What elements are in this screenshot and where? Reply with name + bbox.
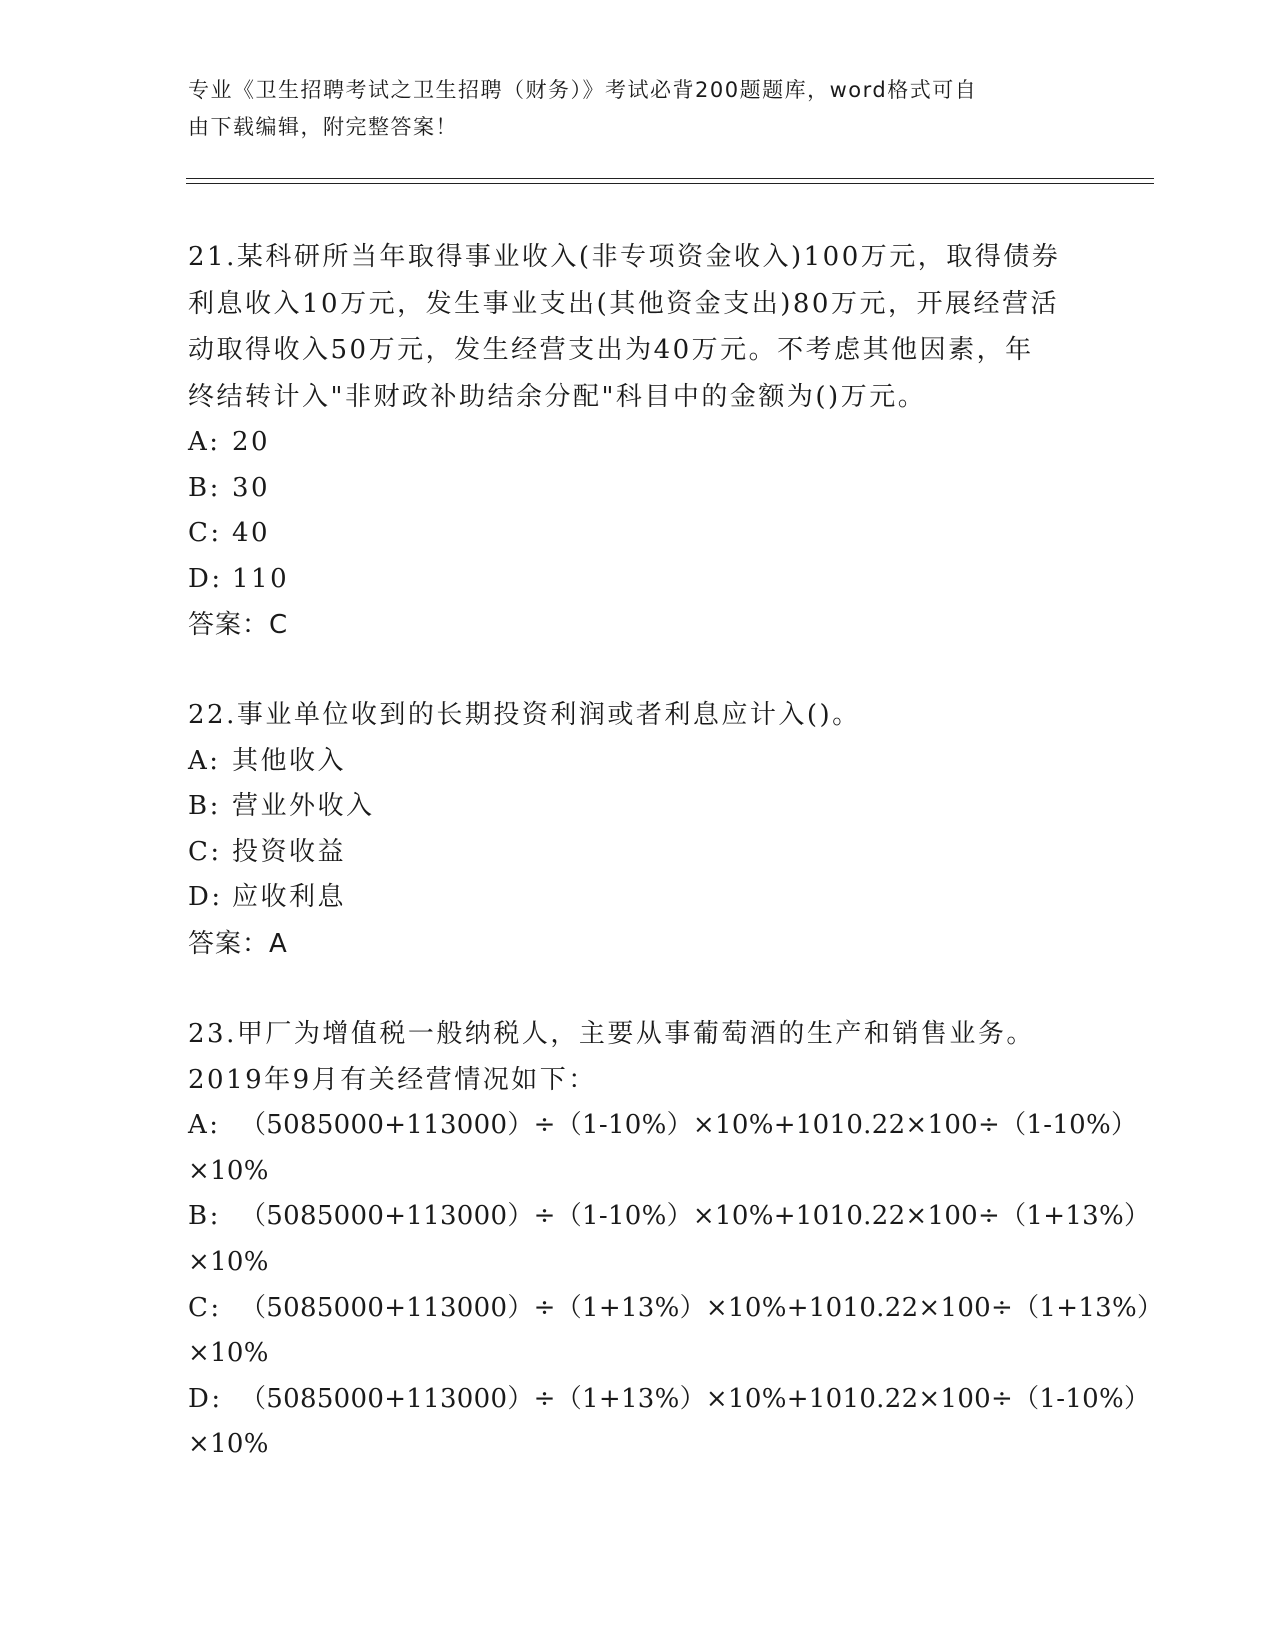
option-c (188, 830, 1088, 876)
option-label: A: (188, 745, 221, 776)
option-text: （5085000+113000）÷（1+13%）×10%+1010.22×100÷（1-10%） (240, 1383, 1151, 1414)
option-label: A: (188, 427, 221, 457)
option-label: C: (188, 1292, 222, 1323)
option-label: D: (188, 882, 223, 912)
option-b-continuation: ×10% (188, 1246, 269, 1277)
header-divider-top (186, 178, 1154, 179)
option-d (188, 557, 1088, 603)
stem-line: 2019年9月有关经营情况如下： (188, 1064, 597, 1095)
option-d-continuation: ×10% (188, 1429, 269, 1460)
question-stem (188, 692, 1088, 739)
option-c (188, 1286, 1164, 1332)
option-c (188, 511, 1088, 557)
option-text: 营业外收入 (232, 791, 375, 821)
option-text: （5085000+113000）÷（1+13%）×10%+1010.22×100÷（1+13%） (240, 1292, 1164, 1323)
option-text: 20 (232, 427, 271, 457)
option-d (188, 1377, 1151, 1423)
option-c-continuation: ×10% (188, 1338, 269, 1369)
question-22 (188, 692, 1088, 967)
question-stem (188, 234, 1088, 420)
option-text: 30 (232, 472, 271, 503)
option-text: 投资收益 (232, 836, 347, 867)
option-a (188, 739, 1088, 785)
option-b (188, 784, 1088, 830)
option-label: B: (188, 791, 221, 821)
question-23 (188, 1012, 1164, 1468)
option-b (188, 1194, 1151, 1240)
question-stem (188, 1012, 1088, 1103)
document-header (188, 72, 1068, 146)
option-a (188, 1103, 1138, 1149)
option-label: C: (188, 836, 222, 867)
stem-line: 终结转计入"非财政补助结余分配"科目中的金额为()万元。 (188, 381, 927, 412)
header-line-2: 由下载编辑，附完整答案！ (188, 115, 458, 139)
option-label: B: (188, 472, 221, 503)
option-label: B: (188, 1201, 221, 1232)
option-label: D: (188, 563, 223, 594)
header-line-1: 专业《卫生招聘考试之卫生招聘（财务）》考试必背200题题库，word格式可自 (188, 78, 978, 102)
stem-line: 21.某科研所当年取得事业收入(非专项资金收入)100万元，取得债券 (188, 242, 1061, 272)
option-text: 应收利息 (232, 882, 347, 912)
option-label: C: (188, 518, 222, 548)
option-text: 110 (232, 563, 290, 594)
stem-line: 22.事业单位收到的长期投资利润或者利息应计入()。 (188, 700, 861, 730)
stem-line: 23.甲厂为增值税一般纳税人，主要从事葡萄酒的生产和销售业务。 (188, 1019, 1035, 1049)
question-21 (188, 234, 1088, 648)
answer-line: 答案：A (188, 928, 288, 959)
stem-line: 利息收入10万元，发生事业支出(其他资金支出)80万元，开展经营活 (188, 288, 1059, 319)
option-label: A: (188, 1110, 221, 1141)
option-label: D: (188, 1383, 223, 1414)
stem-line: 动取得收入50万元，发生经营支出为40万元。不考虑其他因素，年 (188, 335, 1034, 365)
option-text: 其他收入 (232, 745, 347, 776)
option-a-continuation: ×10% (188, 1155, 269, 1186)
option-text: （5085000+113000）÷（1-10%）×10%+1010.22×100÷（1+13%） (240, 1201, 1151, 1232)
option-d (188, 875, 1088, 921)
option-b (188, 466, 1088, 512)
answer-line: 答案：C (188, 610, 289, 640)
header-divider-bottom (186, 183, 1154, 184)
option-a (188, 420, 1088, 466)
option-text: （5085000+113000）÷（1-10%）×10%+1010.22×100÷（1-10%） (240, 1110, 1138, 1141)
option-text: 40 (232, 518, 271, 548)
